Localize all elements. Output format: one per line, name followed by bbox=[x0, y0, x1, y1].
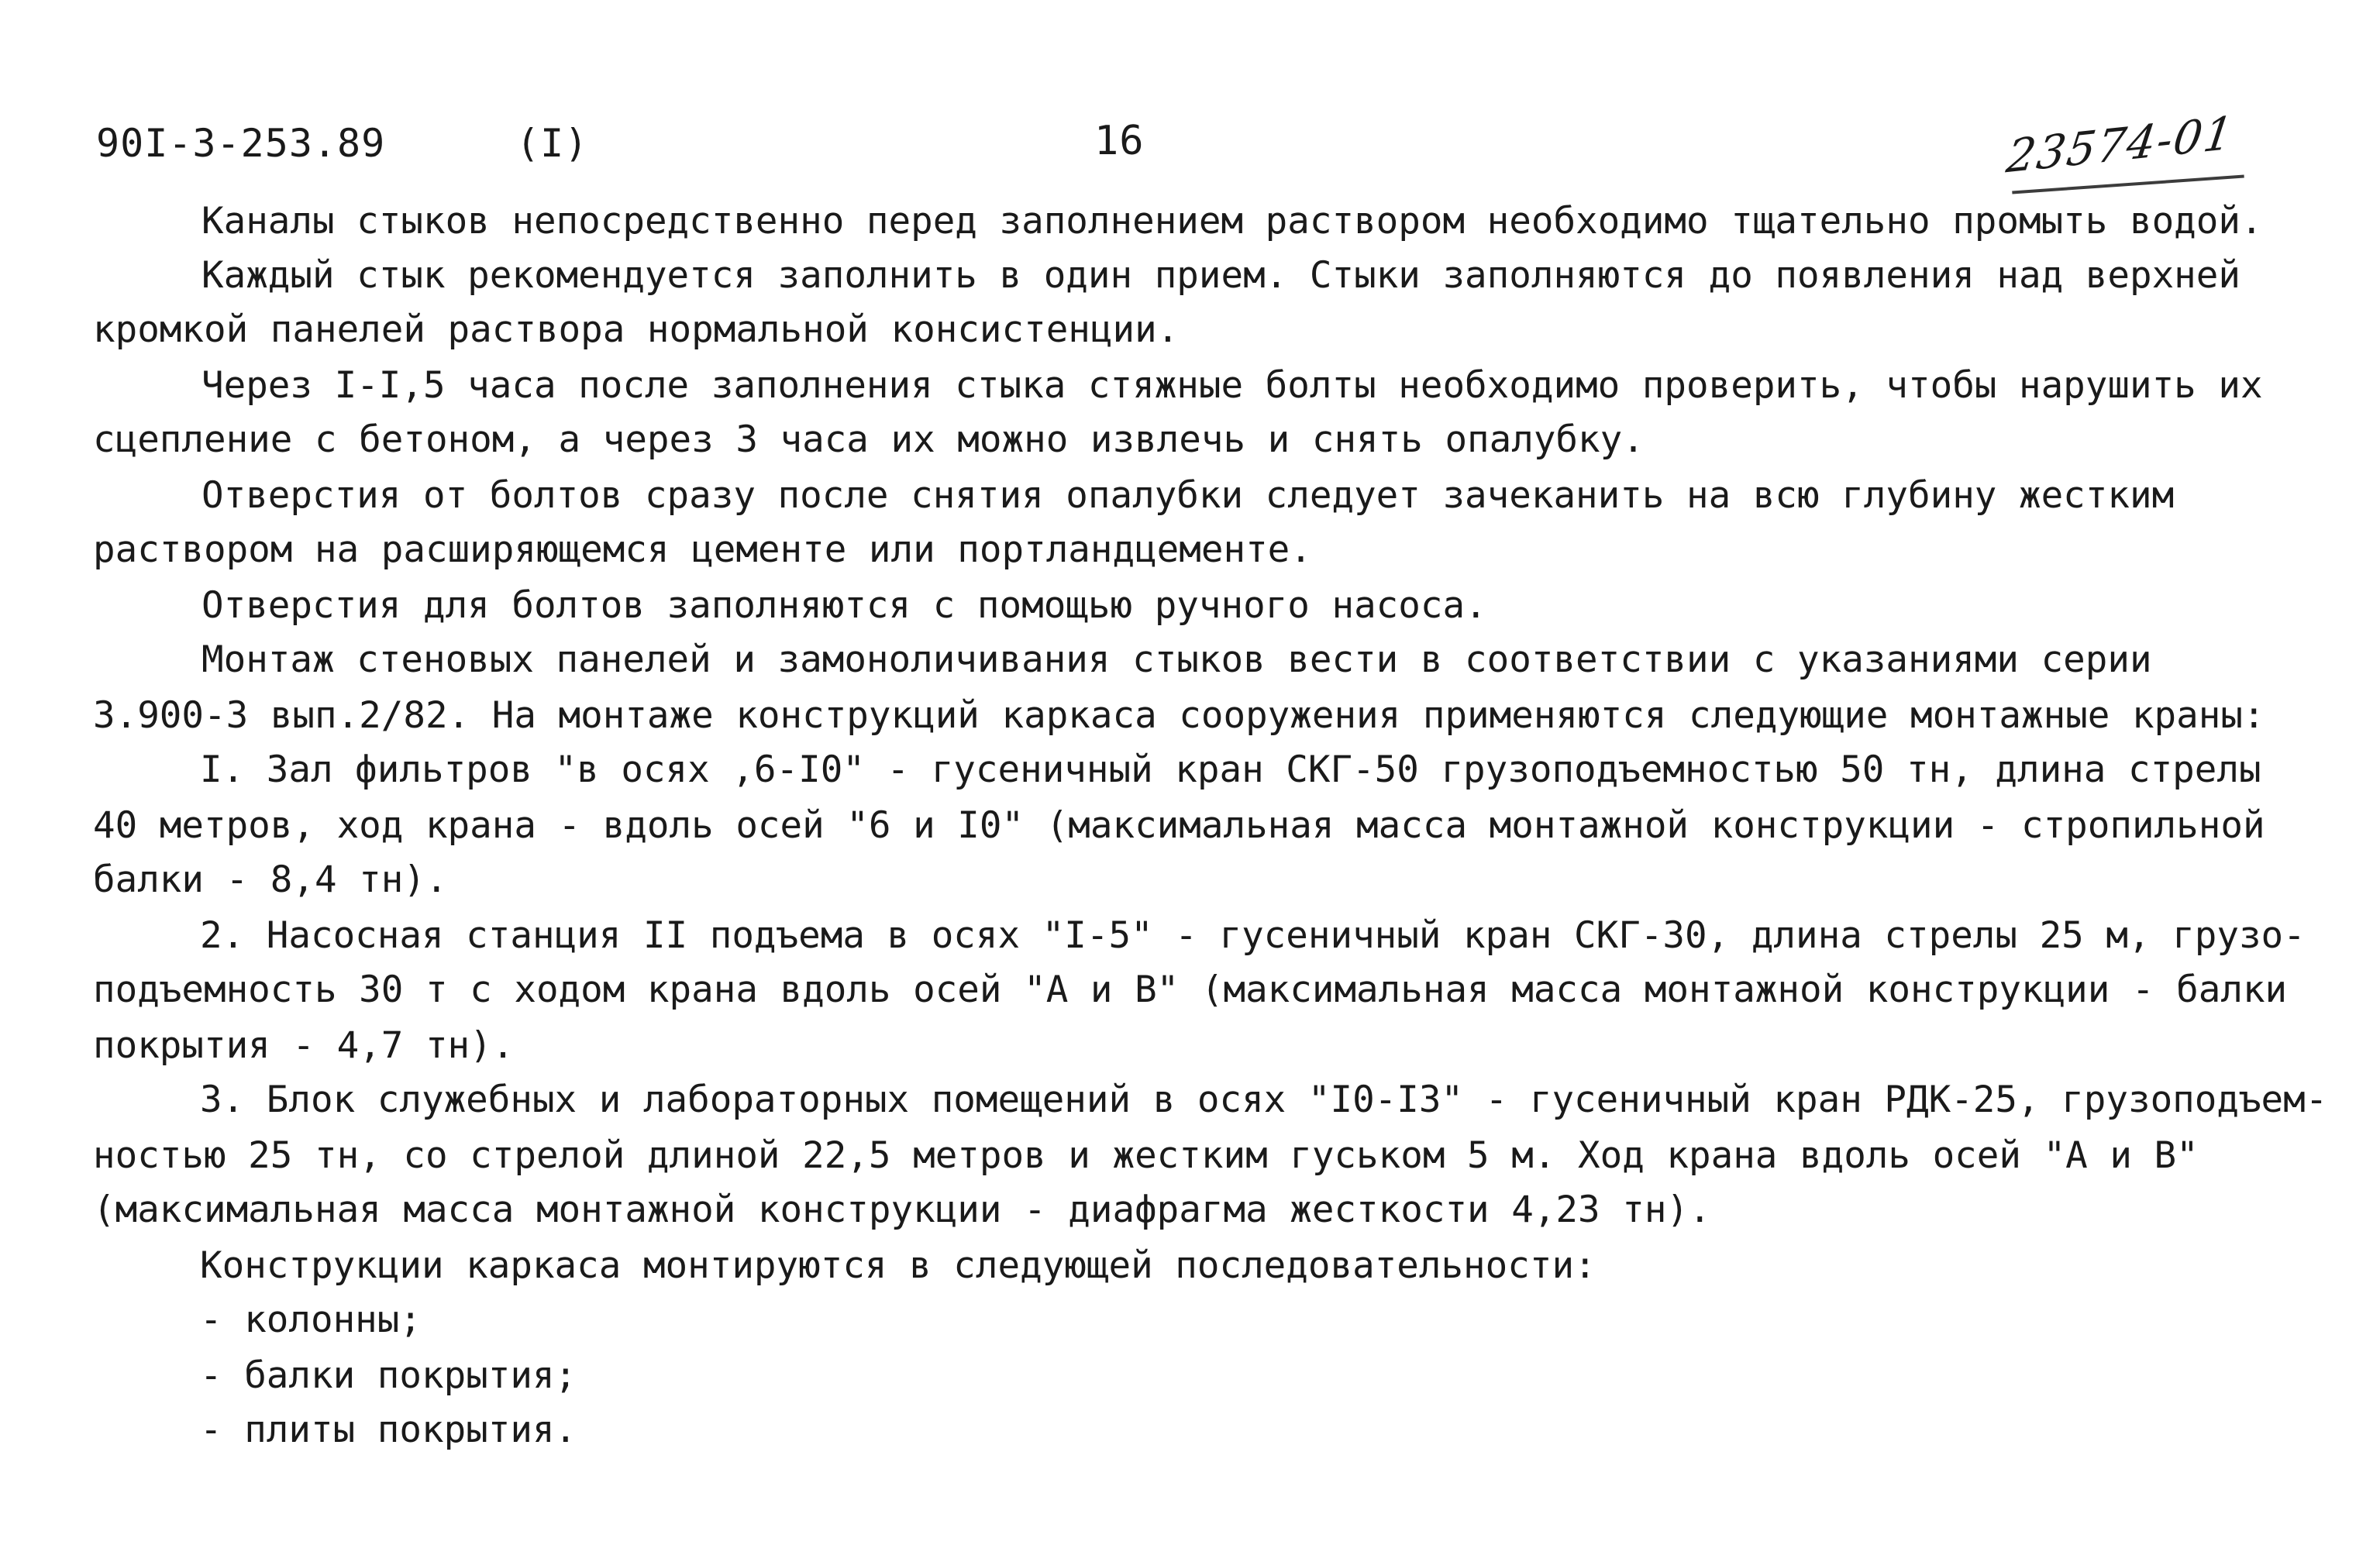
handwritten-inventory-number: 23574-01 bbox=[2003, 105, 2238, 184]
text-line: Отверстия для болтов заполняются с помощью ручного насоса. bbox=[201, 584, 1487, 627]
text-line: ностью 25 тн, со стрелой длиной 22,5 метров и жестким гуськом 5 м. Ход крана вдоль осей "А и В" bbox=[93, 1134, 2199, 1177]
text-line: Через I-I,5 часа после заполнения стыка стяжные болты необходимо проверить, чтобы нарушить их bbox=[201, 364, 2263, 407]
text-line: 3. Блок служебных и лабораторных помещений в осях "I0-I3" - гусеничный кран РДК-25, грузоподъем- bbox=[200, 1079, 2328, 1121]
list-item: - плиты покрытия. bbox=[200, 1409, 577, 1451]
text-line: 3.900-3 вып.2/82. На монтаже конструкций каркаса сооружения применяются следующие монтажные краны: bbox=[93, 694, 2265, 737]
text-line: (максимальная масса монтажной конструкции - диафрагма жесткости 4,23 тн). bbox=[93, 1189, 1711, 1231]
text-line: покрытия - 4,7 тн). bbox=[93, 1024, 515, 1067]
text-line: 40 метров, ход крана - вдоль осей "6 и I0" (максимальная масса монтажной конструкции - стропильной bbox=[93, 804, 2265, 847]
text-line: 2. Насосная станция II подъема в осях "I-5" - гусеничный кран СКГ-30, длина стрелы 25 м, грузо- bbox=[200, 914, 2306, 957]
text-line: раствором на расширяющемся цементе или портландцементе. bbox=[93, 528, 1312, 571]
page-number: 16 bbox=[1094, 118, 1145, 164]
list-item: - колонны; bbox=[200, 1299, 422, 1341]
document-part: (I) bbox=[516, 121, 589, 166]
text-line: подъемность 30 т с ходом крана вдоль осей "А и В" (максимальная масса монтажной конструкции - балки bbox=[93, 968, 2288, 1011]
text-line: Каждый стык рекомендуется заполнить в один прием. Стыки заполняются до появления над верхней bbox=[201, 254, 2241, 297]
document-code: 90I-3-253.89 bbox=[96, 121, 386, 166]
text-line: балки - 8,4 тн). bbox=[93, 858, 448, 901]
text-line: Каналы стыков непосредственно перед заполнением раствором необходимо тщательно промыть водой. bbox=[201, 200, 2263, 243]
text-line: Монтаж стеновых панелей и замоноличивания стыков вести в соответствии с указаниями серии bbox=[201, 638, 2152, 681]
text-line: кромкой панелей раствора нормальной консистенции. bbox=[93, 308, 1180, 351]
list-item: - балки покрытия; bbox=[200, 1354, 577, 1397]
text-line: сцепление с бетоном, а через 3 часа их можно извлечь и снять опалубку. bbox=[93, 418, 1645, 461]
text-line: Конструкции каркаса монтируются в следующей последовательности: bbox=[200, 1244, 1596, 1287]
text-line: I. Зал фильтров "в осях ,6-I0" - гусеничный кран СКГ-50 грузоподъемностью 50 тн, длина стрелы bbox=[200, 748, 2261, 791]
text-line: Отверстия от болтов сразу после снятия опалубки следует зачеканить на всю глубину жестким bbox=[201, 474, 2175, 517]
